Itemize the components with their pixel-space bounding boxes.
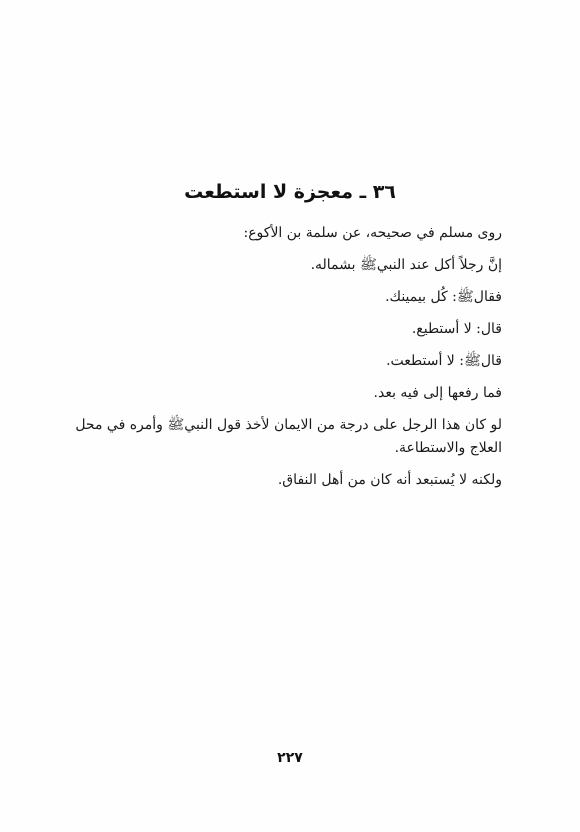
paragraph-narration: روى مسلم في صحيحه، عن سلمة بن الأكوع: xyxy=(243,225,502,241)
paragraph-commentary: لو كان هذا الرجل على درجة من الايمان لأخذ قول النبيﷺ وأمره في محل العلاج والاستطاعة. xyxy=(75,417,502,456)
paragraph-conclusion: ولكنه لا يُستبعد أنه كان من أهل النفاق. xyxy=(277,472,502,488)
paragraph-outcome: فما رفعها إلى فيه بعد. xyxy=(373,385,502,401)
body-text xyxy=(74,222,502,492)
paragraph-prophet-said: فقالﷺ: كُل بيمينك. xyxy=(385,289,502,305)
paragraph-man-replied: قال: لا أستطيع. xyxy=(411,321,502,337)
section-title: ٣٦ ـ معجزة لا استطعت xyxy=(184,181,396,203)
paragraph-prophet-reply: قالﷺ: لا أستطعت. xyxy=(386,353,502,369)
page-number: ٢٢٧ xyxy=(277,750,303,766)
paragraph-man-ate: إنَّ رجلاً أكل عند النبيﷺ بشماله. xyxy=(310,257,502,273)
